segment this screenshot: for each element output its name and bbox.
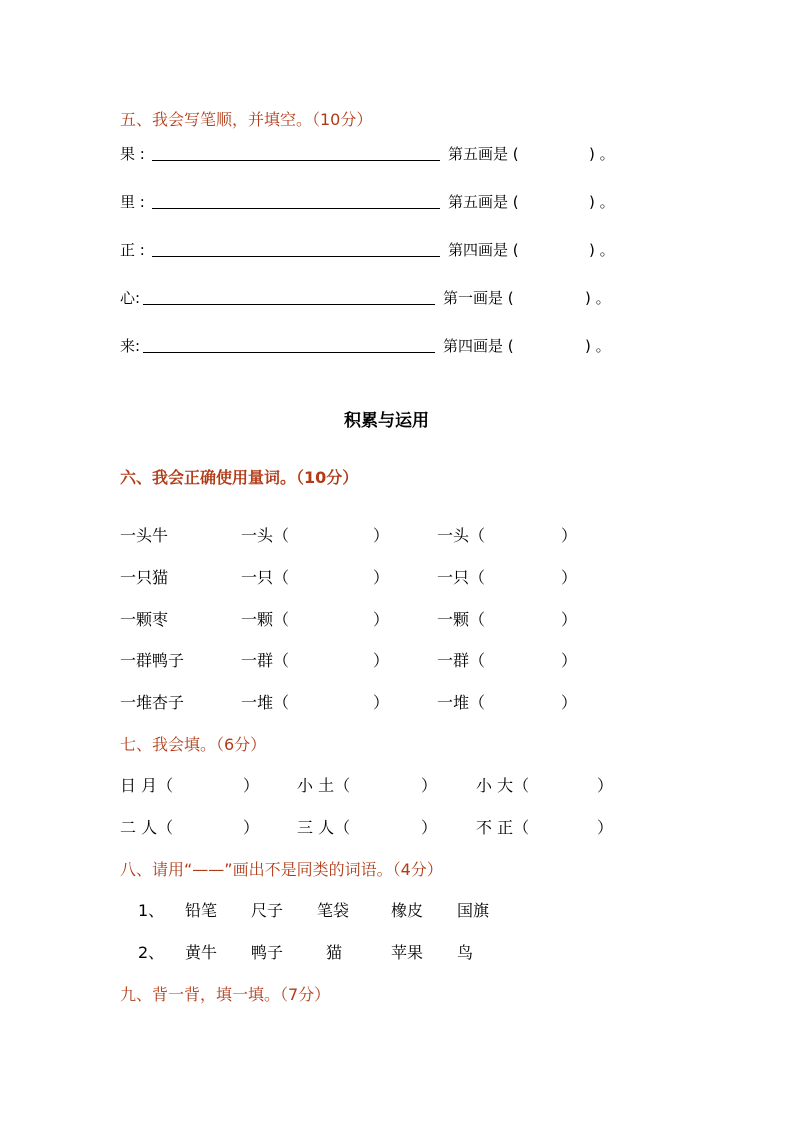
- blank-close: ）: [597, 818, 614, 837]
- word[interactable]: 铅笔: [185, 901, 218, 920]
- char-combo: 不 正（: [476, 818, 530, 837]
- blank-prefix: 一只（: [437, 568, 486, 587]
- blank-prefix: 一群（: [241, 651, 290, 670]
- blank-prefix: 一头（: [437, 526, 486, 545]
- blank-prefix: 一颗（: [241, 610, 290, 629]
- blank-close: ）: [373, 610, 390, 629]
- char-combo: 日 月（: [120, 776, 174, 795]
- word[interactable]: 黄牛: [185, 943, 218, 962]
- blank-close: ）: [561, 526, 578, 545]
- stroke-close: ) 。: [589, 193, 615, 211]
- item-number: 2、: [138, 943, 165, 962]
- stroke-order-blank[interactable]: [152, 256, 440, 257]
- blank-close: ）: [561, 610, 578, 629]
- blank-close: ）: [373, 568, 390, 587]
- blank-close: ）: [561, 693, 578, 712]
- section6-heading: 六、我会正确使用量词。（10分）: [120, 468, 359, 487]
- stroke-char: 里 :: [120, 193, 145, 211]
- stroke-label: 第一画是 (: [443, 289, 514, 307]
- blank-close: ）: [561, 651, 578, 670]
- stroke-close: ) 。: [585, 337, 611, 355]
- word[interactable]: 苹果: [391, 943, 424, 962]
- stroke-label: 第四画是 (: [443, 337, 514, 355]
- stroke-close: ) 。: [585, 289, 611, 307]
- blank-prefix: 一头（: [241, 526, 290, 545]
- example-phrase: 一堆杏子: [120, 693, 185, 712]
- stroke-char: 果 :: [120, 145, 145, 163]
- blank-prefix: 一颗（: [437, 610, 486, 629]
- char-combo: 小 土（: [297, 776, 351, 795]
- example-phrase: 一头牛: [120, 526, 169, 545]
- stroke-label: 第五画是 (: [448, 193, 519, 211]
- blank-close: ）: [421, 818, 438, 837]
- blank-close: ）: [561, 568, 578, 587]
- stroke-order-blank[interactable]: [143, 304, 435, 305]
- word[interactable]: 尺子: [251, 901, 284, 920]
- stroke-label: 第四画是 (: [448, 241, 519, 259]
- blank-close: ）: [597, 776, 614, 795]
- stroke-order-blank[interactable]: [152, 160, 440, 161]
- section7-heading: 七、我会填。（6分）: [120, 735, 267, 754]
- part-title: 积累与运用: [344, 411, 429, 431]
- word[interactable]: 国旗: [457, 901, 490, 920]
- example-phrase: 一群鸭子: [120, 651, 185, 670]
- blank-close: ）: [243, 776, 260, 795]
- stroke-char: 来:: [120, 337, 141, 355]
- section9-heading: 九、背一背，填一填。（7分）: [120, 985, 331, 1004]
- char-combo: 二 人（: [120, 818, 174, 837]
- section8-heading: 八、请用“——”画出不是同类的词语。（4分）: [120, 860, 443, 879]
- stroke-order-blank[interactable]: [143, 352, 435, 353]
- stroke-char: 心:: [120, 289, 141, 307]
- char-combo: 小 大（: [476, 776, 530, 795]
- section5-heading: 五、我会写笔顺，并填空。（10分）: [120, 110, 373, 129]
- blank-close: ）: [373, 526, 390, 545]
- blank-prefix: 一只（: [241, 568, 290, 587]
- example-phrase: 一只猫: [120, 568, 169, 587]
- blank-close: ）: [243, 818, 260, 837]
- stroke-close: ) 。: [589, 241, 615, 259]
- item-number: 1、: [138, 901, 165, 920]
- word[interactable]: 橡皮: [391, 901, 424, 920]
- word[interactable]: 鸟: [457, 943, 474, 962]
- blank-close: ）: [373, 693, 390, 712]
- char-combo: 三 人（: [297, 818, 351, 837]
- stroke-label: 第五画是 (: [448, 145, 519, 163]
- blank-close: ）: [373, 651, 390, 670]
- blank-prefix: 一堆（: [437, 693, 486, 712]
- word[interactable]: 笔袋: [317, 901, 350, 920]
- blank-close: ）: [421, 776, 438, 795]
- word[interactable]: 猫: [326, 943, 343, 962]
- stroke-close: ) 。: [589, 145, 615, 163]
- blank-prefix: 一堆（: [241, 693, 290, 712]
- blank-prefix: 一群（: [437, 651, 486, 670]
- word[interactable]: 鸭子: [251, 943, 284, 962]
- stroke-order-blank[interactable]: [152, 208, 440, 209]
- example-phrase: 一颗枣: [120, 610, 169, 629]
- stroke-char: 正 :: [120, 241, 145, 259]
